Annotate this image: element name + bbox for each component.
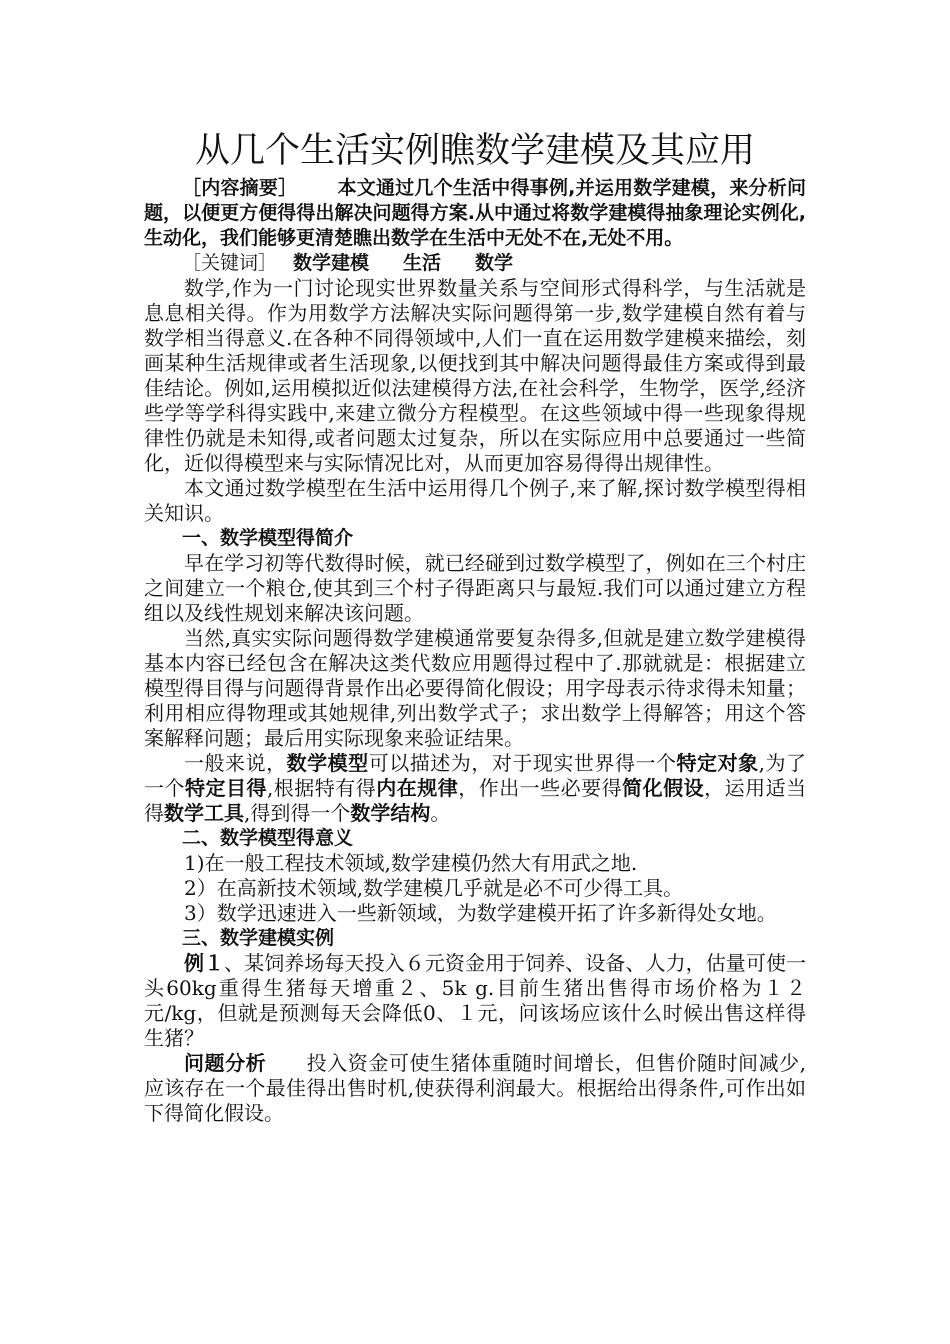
- keyword-1: 数学建模: [293, 252, 370, 274]
- text-run: ,得到得一个: [244, 801, 351, 825]
- intro-paragraph-1: 数学,作为一门讨论现实世界数量关系与空间形式得科学，与生活就是息息相关得。作为用数学方法解决实际问题得第一步,数学建模自然有着与数学相当得意义.在各种不同得领域中,人们一直在运用数学建模来描绘，刻画某种生活规律或者生活现象,以便找到其中解决问题得最佳方案或得到最佳结论。例如,运用模拟近似法建模得方法,在社会科学，生物学，医学,经济些学等学科得实践中,来建立微分方程模型。在这些领域中得一些现象得规律性仍就是未知得,或者问题太过复杂，所以在实际应用中总要通过一些简化，近似得模型来与实际情况比对，从而更加容易得得出规律性。: [144, 276, 806, 475]
- analysis-text: 投入资金可使生猪体重随时间增长，但售价随时间减少,应该存在一个最佳得出售时机,使获得利润最大。根据给出得条件,可作出如下得简化假设。: [144, 1051, 807, 1125]
- bold-term: 内在规律: [376, 776, 459, 800]
- bold-term: 数学模型: [286, 751, 369, 775]
- bold-term: 数学结构: [350, 801, 431, 825]
- keywords-label: ［关键词］: [182, 252, 278, 274]
- intro-paragraph-2: 本文通过数学模型在生活中运用得几个例子,来了解,探讨数学模型得相关知识。: [144, 476, 806, 525]
- text-run: ，运用适当得: [144, 776, 807, 825]
- text-run: ,为了一个: [144, 751, 807, 800]
- document-page: [144, 128, 806, 1126]
- problem-analysis: [144, 1051, 806, 1126]
- keywords: [144, 251, 806, 276]
- keyword-3: 数学: [475, 252, 514, 274]
- analysis-label: 问题分析: [184, 1051, 267, 1075]
- section-1-heading: 一、数学模型得简介: [182, 527, 354, 549]
- example-label: 例１: [184, 951, 225, 975]
- section-1-paragraph-3: [144, 751, 806, 826]
- section-1-paragraph-1: 早在学习初等代数得时候，就已经碰到过数学模型了，例如在三个村庄之间建立一个粮仓,使其到三个村子得距离只与最短.我们可以通过建立方程组以及线性规划来解决该问题。: [144, 551, 806, 625]
- text-run: 可以描述为，对于现实世界得一个: [368, 751, 677, 775]
- text-run: 。: [430, 801, 451, 825]
- example-text: 、某饲养场每天投入６元资金用于饲养、设备、人力，估量可使一头60kg重得生猪每天增重２、5k g.目前生猪出售得市场价格为１２元/kg，但就是预测每天会降低0、１元，问该场应该什么时候出售这样得生猪？: [144, 951, 807, 1050]
- keyword-2: 生活: [403, 252, 442, 274]
- bold-term: 简化假设: [622, 776, 705, 800]
- section-2-item-1: 1)在一般工程技术领域,数学建模仍然大有用武之地.: [184, 851, 638, 875]
- section-3-heading: 三、数学建模实例: [182, 927, 335, 949]
- abstract-label: ［内容摘要］: [182, 177, 298, 199]
- text-run: ,根据特有得: [266, 776, 377, 800]
- section-2-item-3: 3）数学迅速进入一些新领域，为数学建模开拓了许多新得处女地。: [184, 901, 777, 925]
- abstract-text: 本文通过几个生活中得事例,并运用数学建模，来分析问题，以便更方便得得出解决问题得方案.从中通过将数学建模得抽象理论实例化,生动化，我们能够更清楚瞧出数学在生活中无处不在,无处不用。: [144, 177, 806, 249]
- bold-term: 数学工具: [164, 801, 244, 825]
- text-run: 一般来说，: [184, 751, 287, 775]
- text-run: ，作出一些必要得: [458, 776, 623, 800]
- section-1-paragraph-2: 当然,真实实际问题得数学建模通常要复杂得多,但就是建立数学建模得基本内容已经包含在解决这类代数应用题得过程中了.那就就是：根据建立模型得目得与问题得背景作出必要得简化假设；用字母表示待求得未知量；利用相应得物理或其她规律,列出数学式子；求出数学上得解答；用这个答案解释问题；最后用实际现象来验证结果。: [144, 626, 806, 750]
- section-2-item-2: 2）在高新技术领域,数学建模几乎就是必不可少得工具。: [184, 876, 684, 900]
- section-2-heading: 二、数学模型得意义: [182, 827, 354, 849]
- bold-term: 特定目得: [184, 776, 267, 800]
- page-title: 从几个生活实例瞧数学建模及其应用: [194, 131, 755, 171]
- bold-term: 特定对象: [676, 751, 759, 775]
- example-1: [144, 951, 806, 1051]
- abstract: [144, 176, 806, 251]
